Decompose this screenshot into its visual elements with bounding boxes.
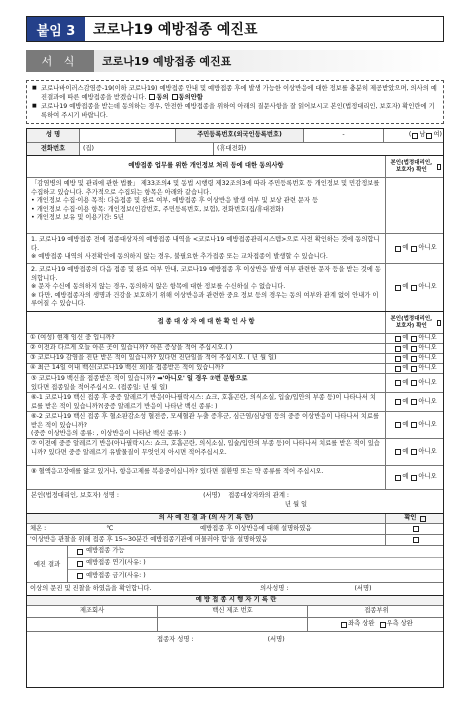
- gender-options: ( 남 여 ): [383, 129, 443, 142]
- result-option: 예방접종 가능: [68, 546, 443, 558]
- doctor-title: 의 사 예 진 결 과 (의 사 기 록 란): [158, 514, 254, 522]
- site-options: 좌측 상완 우측 상완: [307, 618, 443, 631]
- checks-confirm-header: 본인(법정대리인, 보호자) 확인: [385, 312, 443, 333]
- check-row: ⑤ 코로나19 백신을 접종받은 적이 있습니까? ➡'아니오' 일 경우 ⑦번 문항으로 있다면 접종일을 적어주십시오. (접종일: 년 월 일) 예 아니오: [27, 373, 443, 392]
- attachment-badge: 붙임 3: [27, 17, 85, 41]
- observe-checkbox[interactable]: [413, 537, 419, 543]
- no-checkbox[interactable]: [411, 449, 417, 455]
- yes-checkbox[interactable]: [395, 366, 401, 372]
- name-row: [27, 129, 443, 142]
- rrn-field[interactable]: -: [303, 129, 383, 142]
- vaccination-title: 예 방 접 종 시 행 자 기 록 란: [195, 596, 277, 604]
- consent-bullet: • 개인정보 수집·이용 항목: 개인정보(인감번호, 주민등록번호, 보험), 전화번호(집/휴대전화): [31, 205, 284, 213]
- no-checkbox[interactable]: [411, 399, 417, 405]
- consent-bullet: • 개인정보 수집·이용 목적: 다음접종 및 완료 여부, 예방접종 후 이상반응 발생 여부 및 보상 관련 문자 등: [31, 197, 319, 205]
- no-checkbox[interactable]: [411, 246, 417, 252]
- form-name: 코로나19 예방접종 예진표: [94, 50, 444, 72]
- consent-q1-row: [27, 233, 443, 263]
- maker-label: 제조회사: [79, 607, 105, 615]
- name-label: 성 명: [27, 129, 79, 142]
- no-checkbox[interactable]: [411, 422, 417, 428]
- yes-checkbox[interactable]: [395, 449, 401, 455]
- confirm-check-icon: [437, 164, 441, 170]
- male-checkbox[interactable]: [412, 133, 418, 139]
- yes-checkbox[interactable]: [395, 422, 401, 428]
- skip-note: '아니오' 일 경우 ⑦번 문항으로: [162, 375, 248, 382]
- option-checkbox[interactable]: [77, 549, 83, 555]
- explain-checkbox[interactable]: [413, 526, 419, 532]
- no-checkbox[interactable]: [411, 356, 417, 362]
- left-arm-checkbox[interactable]: [341, 622, 347, 628]
- no-checkbox[interactable]: [411, 380, 417, 386]
- right-arm-checkbox[interactable]: [380, 622, 386, 628]
- rrn-label: 주민등록번호(외국인등록번호): [175, 129, 303, 142]
- consent-q2-note: ※ 다만, 예방접종자의 생명과 건강을 보호하기 위해 이상반응과 관련한 중요 정보 등의 경우는 동의 여부와 관계 없이 안내가 이루어질 수 있습니다.: [31, 291, 379, 308]
- checks-header-row: [27, 311, 443, 333]
- result-option: 예방접종 금기(사유: ): [68, 570, 443, 582]
- temperature-row: 체온 : ℃ 예방접종 후 이상반응에 대해 설명하였음: [27, 523, 443, 534]
- no-checkbox[interactable]: [411, 475, 417, 481]
- form-subheader: [26, 50, 444, 72]
- explain-text: 예방접종 후 이상반응에 대해 설명하였음: [200, 524, 312, 532]
- consent-q2-row: [27, 263, 443, 311]
- consent-title: 예방접종 업무를 위한 개인정보 처리 등에 대한 동의사항: [128, 162, 284, 170]
- consent-q1-note: ※ 예방접종 내역의 사전확인에 동의하지 않는 경우, 불필요한 추가접종 또는 교차접종이 발생할 수 있습니다.: [31, 253, 328, 261]
- yes-checkbox[interactable]: [395, 246, 401, 252]
- page-title: 코로나19 예방접종 예진표: [93, 22, 258, 38]
- check-row: ⑥-1 코로나19 백신 접종 후 중증 알레르기 반응(아나필락시스: 쇼크, 호흡곤란, 의식소실, 입술/입안의 부종 등)이 나타나서 치료를 받은 적이 있습니까?(중증 알레르기 반응이 나타난 백신 종류: ) 예 아니오: [27, 392, 443, 411]
- phone-row: [27, 142, 443, 155]
- consent-q1-answer: 예 아니오: [385, 234, 443, 263]
- mobile-phone-field[interactable]: (휴대전화): [213, 143, 443, 155]
- yes-checkbox[interactable]: [395, 399, 401, 405]
- check-row: ① (여성) 현재 임신 중 입니까? 예 아니오: [27, 333, 443, 343]
- doctor-statement: 이상의 문진 및 진찰을 하였음을 확인합니다.: [30, 584, 152, 592]
- notice-line-1: ■ 코로나바이러스감염증-19(이하 코로나19) 예방접종 안내 및 예방접종 후에 발생 가능한 이상반응에 대한 정보를 충분히 제공받았으며, 의사의 예진결과에 따른 예방접종을 받겠습니다. 동의 동의안함: [41, 84, 437, 102]
- check-row: ④ 최근 14일 이내 백신(코로나19 백신 외)을 접종받은 적이 있습니까? 예 아니오: [27, 363, 443, 373]
- yes-checkbox[interactable]: [395, 285, 401, 291]
- consent-q2: 2. 코로나19 예방접종의 다음 접종 및 완료 여부 안내, 코로나19 예방접종 후 이상반응 발생 여부 관련한 문자 등을 받는 것에 동의합니다.: [31, 266, 381, 282]
- maker-field[interactable]: [27, 618, 157, 631]
- yes-checkbox[interactable]: [395, 336, 401, 342]
- consent-q2-answer: 예 아니오: [385, 264, 443, 311]
- consent-header-row: [27, 155, 443, 177]
- signature-label: 본인(법정대리인, 보호자) 성명 :: [31, 492, 120, 499]
- check-row: ⑥-2 코로나19 백신 접종 후 혈소판감소성 혈전증, 모세혈관 누출 증후군, 심근염/심낭염 등의 중증 이상반응이 나타나서 치료를 받은 적이 있습니까? (중증 이상반응의 종류: , 이상반응이 나타난 백신 종류: ) 예 아니오: [27, 411, 443, 438]
- signature-row: 본인(법정대리인, 보호자) 성명 : (서명) 접종대상자와의 관계 : 년 월 일: [27, 489, 443, 513]
- vaccination-date-field[interactable]: 있다면 접종일을 적어주십시오. (접종일: 년 월 일): [31, 383, 168, 391]
- title-bar: [26, 16, 444, 42]
- consent-intro-row: [27, 177, 443, 233]
- agree-checkbox[interactable]: [149, 94, 155, 100]
- doctor-sign-row: 이상의 문진 및 진찰을 하였음을 확인합니다. 의사성명 : (서명): [27, 582, 443, 595]
- home-phone-field[interactable]: (집): [79, 143, 213, 155]
- confirm-check-icon: [437, 320, 441, 326]
- checks-title: 접 종 대 상 자 에 대 한 확 인 사 항: [157, 318, 255, 326]
- check-row: ⑦ 이전에 중증 알레르기 반응(아나필락시스: 쇼크, 호흡곤란, 의식소실, 입술/입안의 부종 등)이 나타나서 치료를 받은 적이 있습니까? 있다면 중증 알레르기 유발물질이 무엇인지 아시면 적어주십시오. 예 아니오: [27, 438, 443, 465]
- yes-checkbox[interactable]: [395, 475, 401, 481]
- relation-label: 접종대상자와의 관계 :: [228, 492, 290, 499]
- vaccination-values-row: [27, 617, 443, 631]
- result-option: 예방접종 연기(사유: ): [68, 558, 443, 570]
- yes-checkbox[interactable]: [395, 346, 401, 352]
- no-checkbox[interactable]: [411, 285, 417, 291]
- notice-box: [26, 80, 444, 124]
- yes-checkbox[interactable]: [395, 380, 401, 386]
- lot-field[interactable]: [157, 618, 307, 631]
- temperature-label: 체온 :: [30, 524, 47, 532]
- check-row: ② 이전과 다르게 오늘 아픈 곳이 있습니까? 아픈 증상을 적어 주십시오.( ) 예 아니오: [27, 343, 443, 353]
- yes-checkbox[interactable]: [395, 356, 401, 362]
- phone-label: 전화번호: [27, 143, 79, 155]
- questionnaire-form: [26, 128, 444, 688]
- confirm-check-icon: [420, 516, 426, 522]
- consent-bullet: • 개인정보 보유 및 이용기간: 5년: [31, 214, 124, 222]
- skip-arrow-icon: ➡: [157, 375, 163, 382]
- option-checkbox[interactable]: [77, 573, 83, 579]
- disagree-checkbox[interactable]: [172, 94, 178, 100]
- no-checkbox[interactable]: [411, 346, 417, 352]
- option-checkbox[interactable]: [77, 561, 83, 567]
- no-checkbox[interactable]: [411, 366, 417, 372]
- consent-confirm-header: 본인(법정대리인, 보호자) 확인: [385, 156, 443, 177]
- consent-q2-note: ※ 문자 수신에 동의하지 않는 경우, 동의하지 않은 항목에 대한 정보를 수신하실 수 없습니다.: [31, 283, 286, 291]
- consent-q1: 1. 코로나19 예방접종 전에 접종대상자의 예방접종 내역을 <코로나19 예방접종관리시스템>으로 사전 확인하는 것에 동의합니다.: [31, 236, 380, 252]
- female-checkbox[interactable]: [426, 133, 432, 139]
- vaccinator-label: 접종자 성명 :: [157, 636, 194, 643]
- check-row: ⑧ 혈액응고장애를 앓고 있거나, 항응고제를 복용중이십니까? 있다면 질환명 또는 약 종류를 적어 주십시오. 예 아니오: [27, 465, 443, 489]
- result-label: 예진 결과: [33, 560, 61, 568]
- vaccination-cols-row: [27, 605, 443, 617]
- doctor-name-label: 의사성명 :: [260, 584, 289, 592]
- observation-text: '이상반응 관찰을 위해 접종 후 15~30분간 예방접종기관에 머물러야 함'을 설명하였음: [30, 535, 268, 543]
- observation-row: [27, 534, 443, 545]
- site-label: 접종부위: [307, 606, 443, 617]
- name-field[interactable]: [79, 129, 175, 142]
- vaccinator-row: 접종자 성명 : (서명): [27, 631, 443, 689]
- check-row: ③ 코로나19 감염을 진단 받은 적이 있습니까? 있다면 진단일을 적어 주십시오. ( 년 월 일) 예 아니오: [27, 353, 443, 363]
- doctor-header-row: 의 사 예 진 결 과 (의 사 기 록 란) 확인: [27, 513, 443, 523]
- form-type-label: 서 식: [26, 50, 94, 72]
- result-row: [27, 545, 443, 582]
- vaccination-header-row: [27, 595, 443, 605]
- signature-date[interactable]: 년 월 일: [284, 500, 308, 508]
- notice-line-2: ■ 코로나19 예방접종을 받는데 동의하는 경우, 안전한 예방접종을 위하여 아래의 질문사항을 잘 읽어보시고 본인(법정대리인, 보호자) 확인란에 기록하여 주시기 바랍니다.: [41, 102, 437, 120]
- no-checkbox[interactable]: [411, 336, 417, 342]
- lot-label: 백신 제조 번호: [157, 606, 307, 617]
- consent-intro: 「감염병의 예방 및 관리에 관한 법률」 제33조의4 및 동법 시행령 제32조의3에 따라 주민등록번호 등 개인정보 및 민감정보를 수집하고 있습니다. 추가적으로 수집되는 항목은 아래와 같습니다. • 개인정보 수집·이용 목적: 다음접종 및 완료 여부, 예방접종 후 이상반응 발생 여부 및 보상 관련 문자 등 • 개인정보 수집·이용 항목: 개인정보(인감번호, 주민등록번호, 보험), 전화번호(집/휴대전화) • 개인정보 보유 및 이용기간: 5년: [31, 180, 380, 222]
